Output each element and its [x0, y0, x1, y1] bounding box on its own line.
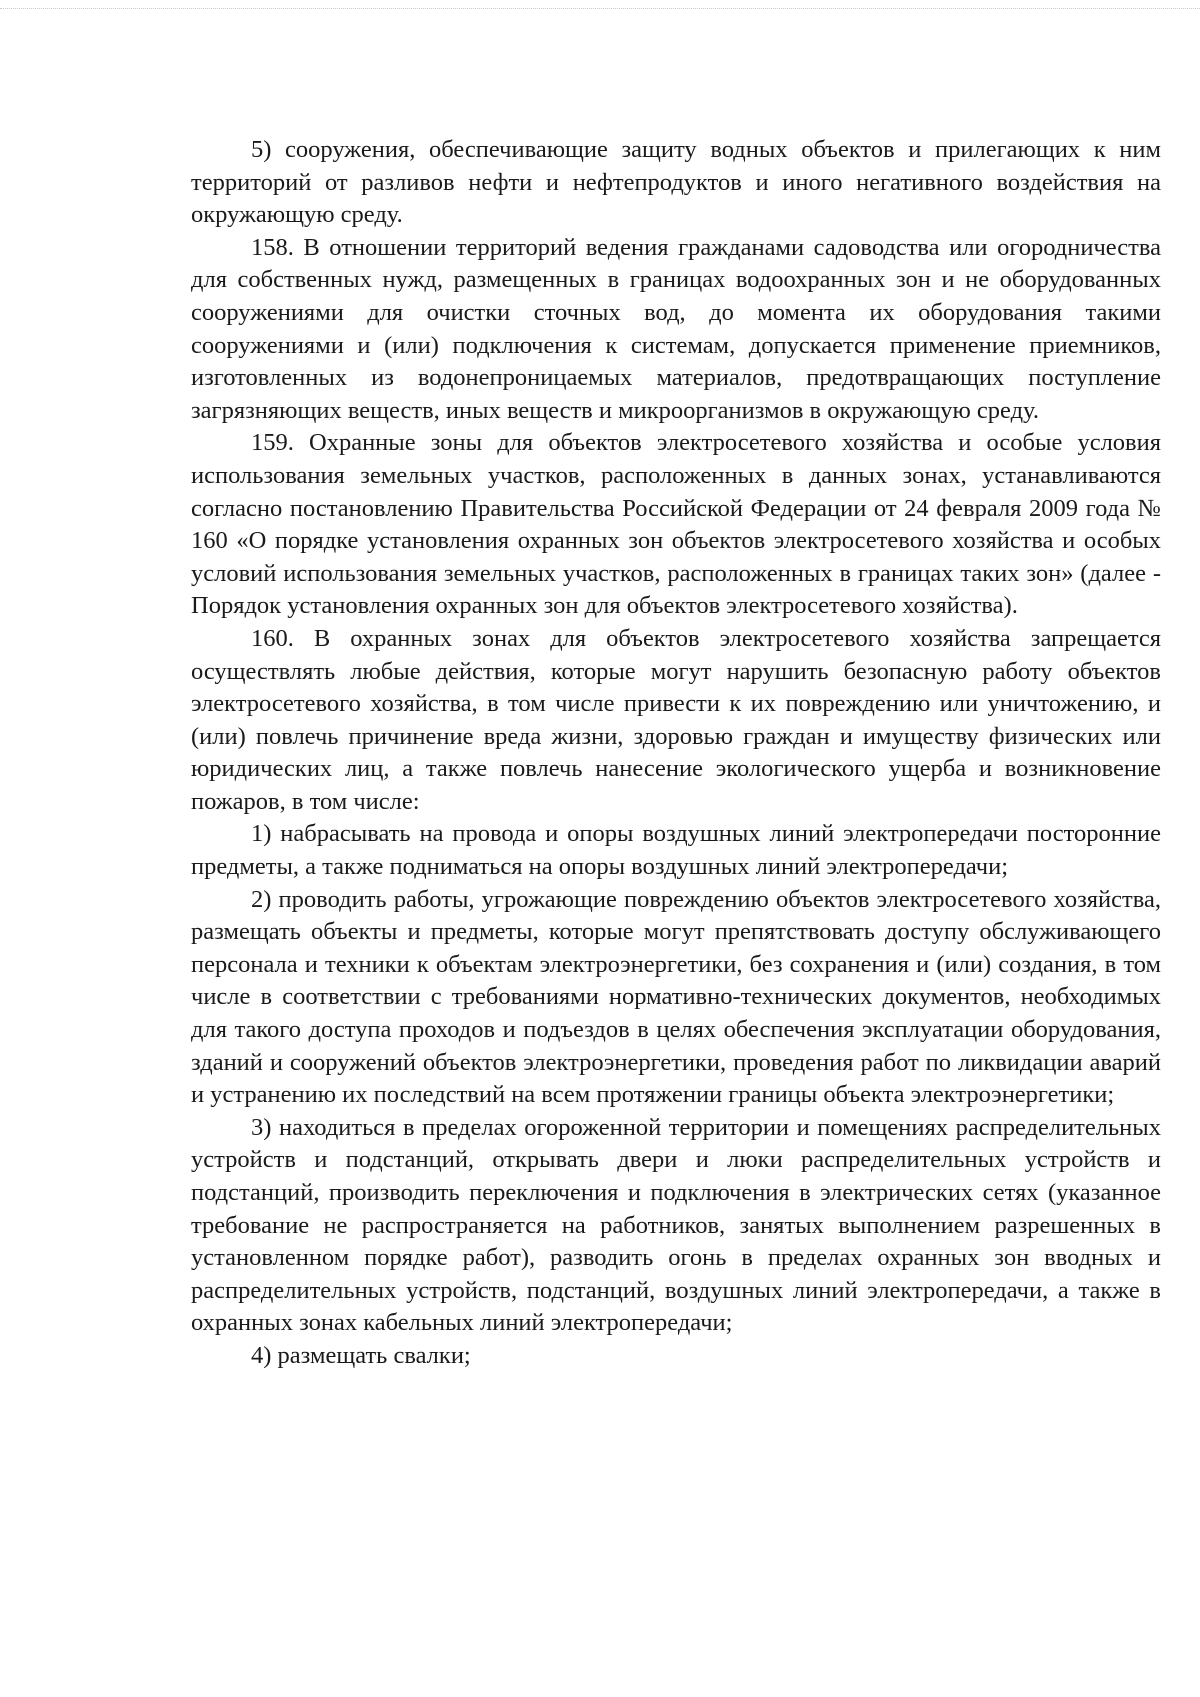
document-body: [191, 134, 1161, 1373]
paragraph-item-3-presence: 3) находиться в пределах огороженной территории и помещениях распределительных устройств и подстанций, открывать двери и люки распределительных устройств и подстанций, производить переключения и подключения в электрических сетях (указанное требование не распространяется на работников, занятых выполнением разрешенных в установленном порядке работ), разводить огонь в пределах охранных зон вводных и распределительных устройств, подстанций, воздушных линий электропередачи, а также в охранных зонах кабельных линий электропередачи;: [191, 1113, 1161, 1337]
paragraph-item-1-throwing-objects: 1) набрасывать на провода и опоры воздушных линий электропередачи посторонние предметы, а также подниматься на опоры воздушных линий электропередачи;: [191, 820, 1161, 881]
paragraph-item-4-dumps: 4) размещать свалки;: [251, 1341, 471, 1369]
paragraph-item-2-works: 2) проводить работы, угрожающие повреждению объектов электросетевого хозяйства, размещать объекты и предметы, которые могут препятствовать доступу обслуживающего персонала и техники к объектам электроэнергетики, без сохранения и (или) создания, в том числе в соответствии с требованиями нормативно-технических документов, необходимых для такого доступа проходов и подъездов в целях обеспечения эксплуатации оборудования, зданий и сооружений объектов электроэнергетики, проведения работ по ликвидации аварий и устранению их последствий на всем протяжении границы объекта электроэнергетики;: [191, 885, 1161, 1109]
paragraph-160-prohibited-actions: 160. В охранных зонах для объектов электросетевого хозяйства запрещается осуществлять любые действия, которые могут нарушить безопасную работу объектов электросетевого хозяйства, в том числе привести к их повреждению или уничтожению, и (или) повлечь причинение вреда жизни, здоровью граждан и имуществу физических или юридических лиц, а также повлечь нанесение экологического ущерба и возникновение пожаров, в том числе:: [191, 624, 1161, 815]
page-top-edge: [0, 8, 1200, 9]
paragraph-item-5-structures: 5) сооружения, обеспечивающие защиту водных объектов и прилегающих к ним территорий от разливов нефти и нефтепродуктов и иного негативного воздействия на окружающую среду.: [191, 136, 1161, 229]
paragraph-159-protection-zones: 159. Охранные зоны для объектов электросетевого хозяйства и особые условия использования земельных участков, расположенных в данных зонах, устанавливаются согласно постановлению Правительства Российской Федерации от 24 февраля 2009 года № 160 «О порядке установления охранных зон объектов электросетевого хозяйства и особых условий использования земельных участков, расположенных в границах таких зон» (далее - Порядок установления охранных зон для объектов электросетевого хозяйства).: [191, 429, 1161, 620]
paragraph-158-gardening-territories: 158. В отношении территорий ведения гражданами садоводства или огородничества для собственных нужд, размещенных в границах водоохранных зон и не оборудованных сооружениями для очистки сточных вод, до момента их оборудования такими сооружениями и (или) подключения к системам, допускается применение приемников, изготовленных из водонепроницаемых материалов, предотвращающих поступление загрязняющих веществ, иных веществ и микроорганизмов в окружающую среду.: [191, 233, 1161, 424]
